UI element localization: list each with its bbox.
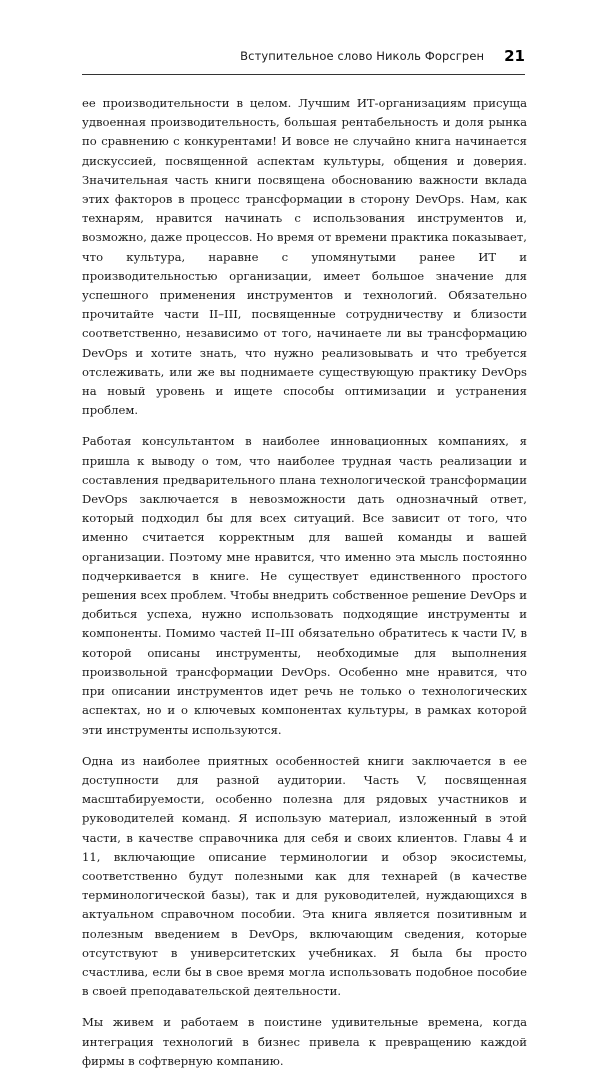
running-title: Вступительное слово Николь Форсгрен [240, 49, 485, 63]
running-head [82, 45, 525, 67]
paragraph-2: Работая консультантом в наиболее инновационных компаниях, я пришла к выводу о том, что наиболее трудная часть реализации и составления предварительного плана технологической трансформации DevOps заключается в невозможности дать однозначный ответ, который подходил бы для всех ситуаций. Все зависит от того, что именно считается корректным для вашей команды и вашей организации. Поэтому мне нравится, что именно эта мысль постоянно подчеркивается в книге. Не существует единственного простого решения всех проблем. Чтобы внедрить собственное решение DevOps и добиться успеха, нужно использовать подходящие инструменты и компоненты. Помимо частей II–III обязательно обратитесь к части IV, в которой описаны инструменты, необходимые для выполнения произвольной трансформации DevOps. Особенно мне нравится, что при описании инструментов идет речь не только о технологических аспектах, но и о ключевых компонентах культуры, в рамках которой эти инструменты используются. [82, 434, 527, 737]
header-rule [82, 74, 525, 75]
page-number: 21 [504, 47, 525, 65]
paragraph-4: Мы живем и работаем в поистине удивительные времена, когда интеграция технологий в бизнес привела к превращению каждой фирмы в софтверную компанию. [82, 1015, 527, 1068]
paragraph-1: ее производительности в целом. Лучшим ИТ-организациям присуща удвоенная производительность, большая рентабельность и доля рынка по сравнению с конкурентами! И вовсе не случайно книга начинается дискуссией, посвященной аспектам культуры, общения и доверия. Значительная часть книги посвящена обоснованию важности вклада этих факторов в процесс трансформации в сторону DevOps. Нам, как технарям, нравится начинать с использования инструментов и, возможно, даже процессов. Но время от времени практика показывает, что культура, наравне с упомянутыми ранее ИТ и производительностью организации, имеет большое значение для успешного применения инструментов и технологий. Обязательно прочитайте части II–III, посвященные сотрудничеству и близости соответственно, независимо от того, начинаете ли вы трансформацию DevOps и хотите знать, что нужно реализовывать и что требуется отслеживать, или же вы поднимаете существующую практику DevOps на новый уровень и ищете способы оптимизации и устранения проблем. [82, 96, 527, 418]
body-text [82, 94, 527, 1083]
paragraph-3: Одна из наиболее приятных особенностей книги заключается в ее доступности для разной аудитории. Часть V, посвященная масштабируемости, особенно полезна для рядовых участников и руководителей команд. Я использую материал, изложенный в этой части, в качестве справочника для себя и своих клиентов. Главы 4 и 11, включающие описание терминологии и обзор экосистемы, соответственно будут полезными как для технарей (в качестве терминологической базы), так и для руководителей, нуждающихся в актуальном справочном пособии. Эта книга является позитивным и полезным введением в DevOps, включающим сведения, которые отсутствуют в университетских учебниках. Я была бы просто счастлива, если бы в свое время могла использовать подобное пособие в своей преподавательской деятельности. [82, 753, 527, 999]
